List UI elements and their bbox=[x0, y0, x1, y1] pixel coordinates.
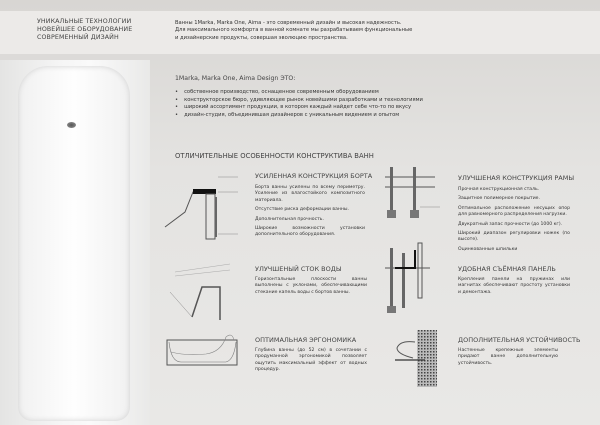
bathtub-image bbox=[0, 60, 150, 425]
feature-line: Глубина ванны (до 52 см) в сочетании с продуманной эргономикой позволяет ощутить максимальный эффект от водных процедур. bbox=[255, 348, 367, 373]
feature-line: Крепления панели на пружинах или магнитах обеспечивают простоту установки и демонтажа. bbox=[458, 277, 570, 295]
feature-line: Борта ванны усилены по всему периметру. Усиление из влагостойкого композитного материала. bbox=[255, 185, 365, 203]
drain-icon bbox=[67, 122, 76, 128]
section-title: ОТЛИЧИТЕЛЬНЫЕ ОСОБЕННОСТИ КОНСТРУКТИВА ВАНН bbox=[175, 152, 374, 160]
list-item: • собственное производство, оснащенное современным оборудованием bbox=[175, 89, 423, 97]
feature-line: Широкие возможности установки дополнительного оборудования. bbox=[255, 226, 365, 238]
stability-diagram-icon bbox=[385, 330, 445, 390]
feature-description bbox=[255, 348, 367, 377]
feature-title: ОПТИМАЛЬНАЯ ЭРГОНОМИКА bbox=[255, 336, 357, 344]
feature-title: УЛУЧШЕНАЯ КОНСТРУКЦИЯ РАМЫ bbox=[458, 174, 575, 182]
feature-line: Отсутствие риска деформации ванны. bbox=[255, 207, 349, 213]
feature-line: Двукратный запас прочности (до 1000 кг). bbox=[458, 221, 563, 227]
ergonomics-diagram-icon bbox=[166, 332, 241, 367]
bathtub-basin bbox=[18, 66, 130, 421]
feature-description bbox=[458, 187, 570, 256]
intro-text bbox=[175, 20, 412, 42]
feature-title: УДОБНАЯ СЪЁМНАЯ ПАНЕЛЬ bbox=[458, 265, 556, 273]
feature-line: Настенные крепежные элементы придают ванне дополнительную устойчивость. bbox=[458, 348, 558, 366]
list-item: • конструкторское бюро, удивляющее рынок новейшими разработками и технологиями bbox=[175, 97, 423, 105]
drain-diagram-icon bbox=[170, 262, 250, 322]
list-item: • широкий ассортимент продукции, в котором каждый найдет себе что-то по вкусу bbox=[175, 104, 423, 112]
about-lead: 1Marka, Marka One, Aima Design ЭТО: bbox=[175, 75, 296, 82]
panel-diagram-icon bbox=[385, 238, 455, 318]
tagline-line: СОВРЕМЕННЫЙ ДИЗАЙН bbox=[37, 34, 119, 42]
tagline-line: НОВЕЙШЕЕ ОБОРУДОВАНИЕ bbox=[37, 26, 133, 34]
feature-description bbox=[458, 348, 558, 370]
feature-line: Горизонтальные плоскости ванны выполнены с уклонами, обеспечивающими стекание капель воды с бортов ванны. bbox=[255, 277, 367, 295]
feature-description bbox=[255, 185, 365, 242]
intro-line: Ванны 1Marka, Marka One, Aima - это современный дизайн и высокая надежность. bbox=[175, 20, 402, 26]
feature-title: УСИЛЕННАЯ КОНСТРУКЦИЯ БОРТА bbox=[255, 172, 373, 180]
intro-line: и дизайнерские продукты, совершая эволюцию пространства. bbox=[175, 34, 348, 41]
feature-line: Оптимальное расположение несущих опор для равномерного распределения нагрузки. bbox=[458, 205, 570, 218]
tagline-line: УНИКАЛЬНЫЕ ТЕХНОЛОГИИ bbox=[37, 18, 132, 25]
tagline bbox=[37, 18, 132, 43]
feature-line: Прочная конструкционная сталь. bbox=[458, 187, 540, 192]
feature-line: Защитное полимерное покрытие. bbox=[458, 196, 540, 202]
frame-diagram-icon bbox=[385, 165, 455, 235]
feature-line: Дополнительная прочность. bbox=[255, 216, 324, 222]
list-item: • дизайн-студия, объединившая дизайнеров с уникальным видением и опытом bbox=[175, 112, 423, 120]
feature-description bbox=[255, 277, 367, 299]
feature-line: Оцинкованные шпильки bbox=[458, 246, 518, 252]
rim-diagram-icon bbox=[163, 172, 243, 242]
feature-title: УЛУЧШЕНЫЙ СТОК ВОДЫ bbox=[255, 265, 342, 273]
feature-title: ДОПОЛНИТЕЛЬНАЯ УСТОЙЧИВОСТЬ bbox=[458, 336, 581, 344]
feature-description bbox=[458, 277, 570, 299]
feature-line: Широкий диапазон регулировки ножек (по высоте). bbox=[458, 231, 570, 243]
intro-line: Для максимального комфорта в ванной комнате мы разрабатываем функциональные bbox=[175, 27, 413, 34]
about-list bbox=[175, 89, 423, 119]
